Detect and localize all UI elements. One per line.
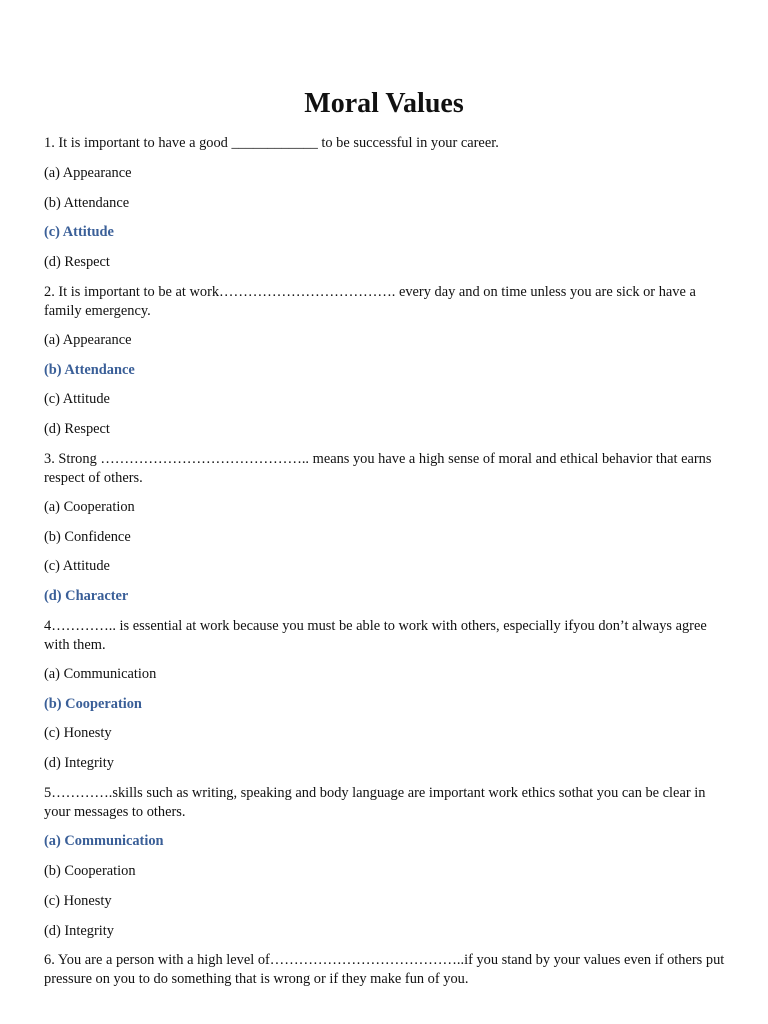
question-2-option-a: (a) Appearance bbox=[44, 332, 132, 348]
question-3-text: 3. Strong …………………………………….. means you have a high sense of moral and ethical behavior that earns respect of others. bbox=[44, 451, 716, 486]
question-1-option-d: (d) Respect bbox=[44, 254, 110, 270]
question-2-option-d: (d) Respect bbox=[44, 421, 110, 437]
question-2-text: 2. It is important to be at work………………………………. every day and on time unless you are sick or have a family emergency. bbox=[44, 284, 700, 319]
question-1-option-c-highlighted: (c) Attitude bbox=[44, 224, 114, 240]
question-4-option-a: (a) Communication bbox=[44, 666, 157, 682]
question-3-option-d-highlighted: (d) Character bbox=[44, 588, 129, 604]
question-3-option-a: (a) Cooperation bbox=[44, 499, 135, 515]
question-4-option-d: (d) Integrity bbox=[44, 755, 114, 771]
question-1-option-a: (a) Appearance bbox=[44, 165, 132, 181]
question-5-option-c: (c) Honesty bbox=[44, 893, 112, 909]
question-3-option-c: (c) Attitude bbox=[44, 558, 110, 574]
question-1-option-b: (b) Attendance bbox=[44, 195, 130, 211]
question-2-option-c: (c) Attitude bbox=[44, 391, 110, 407]
question-1-text: 1. It is important to have a good ____________ to be successful in your career. bbox=[44, 135, 499, 151]
question-4-text: 4………….. is essential at work because you must be able to work with others, especially ifyou don’t always agree with them. bbox=[44, 618, 711, 653]
question-3-option-b: (b) Confidence bbox=[44, 529, 131, 545]
page-title: Moral Values bbox=[304, 88, 464, 119]
question-5-option-a-highlighted: (a) Communication bbox=[44, 833, 164, 849]
question-5-text: 5………….skills such as writing, speaking and body language are important work ethics sothat you can be clear in your messages to others. bbox=[44, 785, 710, 820]
question-4-option-b-highlighted: (b) Cooperation bbox=[44, 696, 142, 712]
question-4-option-c: (c) Honesty bbox=[44, 725, 112, 741]
question-5-option-b: (b) Cooperation bbox=[44, 863, 136, 879]
question-6-text: 6. You are a person with a high level of…………………………………..if you stand by your values even if others put pressure on you to do something that is wrong or if they make fun of you. bbox=[44, 952, 728, 987]
question-5-option-d: (d) Integrity bbox=[44, 923, 114, 939]
question-2-option-b-highlighted: (b) Attendance bbox=[44, 362, 135, 378]
